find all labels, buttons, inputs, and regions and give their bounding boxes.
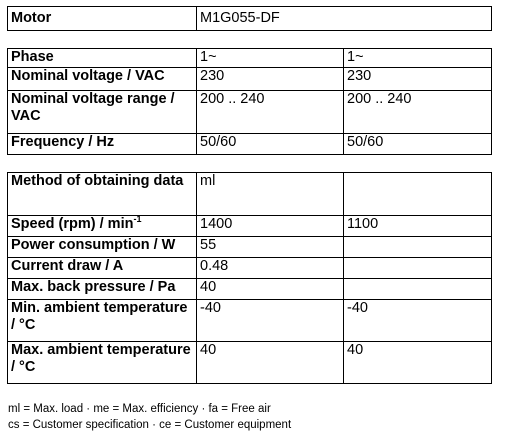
row-value-1: 50/60: [197, 134, 344, 155]
table-row-nominal-voltage: [8, 68, 492, 91]
motor-table: [7, 6, 492, 31]
row-value-2: [344, 279, 492, 300]
row-label: Max. back pressure / Pa: [8, 279, 197, 300]
row-value-1: 1~: [197, 49, 344, 68]
speed-label-text: Speed (rpm) / min: [11, 216, 134, 232]
row-label: Phase: [8, 49, 197, 68]
row-value-1: 40: [197, 279, 344, 300]
table-row-voltage-range: [8, 91, 492, 134]
row-value-2: 1100: [344, 216, 492, 237]
row-value-2: [344, 237, 492, 258]
row-label: Max. ambient temperature / °C: [8, 342, 197, 384]
row-label: Frequency / Hz: [8, 134, 197, 155]
table-row-current: [8, 258, 492, 279]
electrical-table: [7, 48, 492, 155]
row-value-1: 40: [197, 342, 344, 384]
row-label: Nominal voltage range / VAC: [8, 91, 197, 134]
table-row-phase: [8, 49, 492, 68]
row-value-2: 50/60: [344, 134, 492, 155]
row-value-2: 200 .. 240: [344, 91, 492, 134]
table-row-method: [8, 173, 492, 216]
row-label: Min. ambient temperature / °C: [8, 300, 197, 342]
row-value-2: -40: [344, 300, 492, 342]
speed-label-superscript: -1: [133, 215, 142, 225]
row-label: [8, 216, 197, 237]
row-value-2: [344, 258, 492, 279]
motor-row: [8, 7, 492, 31]
motor-label: Motor: [8, 7, 197, 31]
row-value-1: ml: [197, 173, 344, 216]
footnote-abbreviations-1: ml = Max. load · me = Max. efficiency · fa = Free air: [8, 403, 271, 415]
row-value-1: 55: [197, 237, 344, 258]
row-value-2: 40: [344, 342, 492, 384]
row-value-2: 230: [344, 68, 492, 91]
table-row-frequency: [8, 134, 492, 155]
row-value-1: -40: [197, 300, 344, 342]
row-label: Method of obtaining data: [8, 173, 197, 216]
footnote-abbreviations-2: cs = Customer specification · ce = Customer equipment: [8, 419, 292, 431]
row-value-1: 0.48: [197, 258, 344, 279]
motor-value: M1G055-DF: [197, 7, 492, 31]
performance-table: [7, 172, 492, 384]
row-value-1: 1400: [197, 216, 344, 237]
table-row-back-pressure: [8, 279, 492, 300]
table-row-min-ambient: [8, 300, 492, 342]
row-label: Power consumption / W: [8, 237, 197, 258]
table-row-speed: [8, 216, 492, 237]
table-row-max-ambient: [8, 342, 492, 384]
table-row-power: [8, 237, 492, 258]
row-value-1: 200 .. 240: [197, 91, 344, 134]
row-label: Current draw / A: [8, 258, 197, 279]
row-label: Nominal voltage / VAC: [8, 68, 197, 91]
row-value-1: 230: [197, 68, 344, 91]
row-value-2: [344, 173, 492, 216]
row-value-2: 1~: [344, 49, 492, 68]
